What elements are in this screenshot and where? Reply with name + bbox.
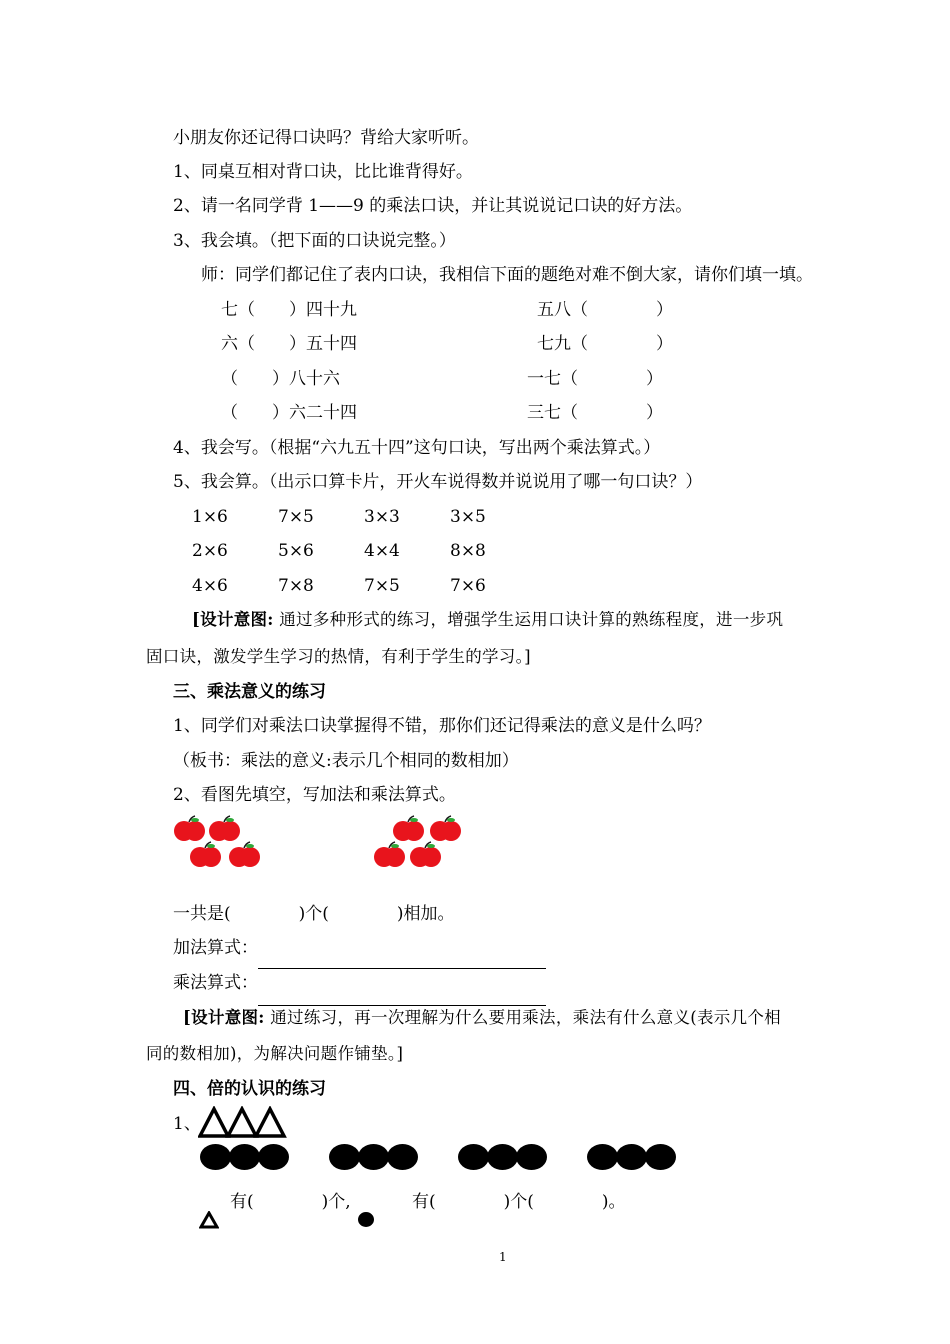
design-intent-1-line1 [192,609,783,631]
apple-icon [228,841,262,869]
dot-icon [229,1144,260,1170]
fill-r3-right: 一七（ ） [527,369,663,389]
fill-r2-right: 七九（ ） [537,334,673,354]
multiplication-label: 乘法算式： [173,973,258,993]
apple-icon [429,815,463,843]
addition-label: 加法算式： [173,938,258,958]
dot-icon [645,1144,676,1170]
answer-line-multiplication [258,1005,546,1006]
item-5: 5、我会算。（出示口算卡片，开火车说得数并说说用了哪一句口诀？） [173,472,703,492]
fill-r1-left: 七（ ）四十九 [221,300,357,320]
apple-icon [208,815,242,843]
small-dot-icon [358,1212,374,1227]
design-intent-2-line1 [183,1007,781,1029]
teacher-line: 师：同学们都记住了表内口诀，我相信下面的题绝对难不倒大家，请你们填一填。 [201,265,813,285]
calc-cell: 7×5 [364,576,400,596]
dot-icon [587,1144,618,1170]
item-4: 4、我会写。（根据“六九五十四”这句口诀，写出两个乘法算式。） [173,438,661,458]
calc-cell: 8×8 [450,541,486,561]
answer-line-addition [258,968,546,969]
fill-r2-left: 六（ ）五十四 [221,334,357,354]
calc-cell: 7×6 [450,576,486,596]
have-count-1: 有( )个, [230,1192,351,1212]
dot-icon [516,1144,547,1170]
calc-cell: 3×3 [364,507,400,527]
design-intent-label: [设计意图: [192,610,274,629]
intro-line: 小朋友你还记得口诀吗？背给大家听听。 [173,128,479,148]
calc-cell: 2×6 [192,541,228,561]
small-triangle-icon [199,1211,219,1229]
dot-icon [200,1144,231,1170]
dot-icon [487,1144,518,1170]
apple-icon [173,815,207,843]
section-3-q2: 2、看图先填空，写加法和乘法算式。 [173,785,456,805]
calc-cell: 7×8 [278,576,314,596]
calc-cell: 4×4 [364,541,400,561]
dot-icon [458,1144,489,1170]
dot-icon [387,1144,418,1170]
calc-cell: 1×6 [192,507,228,527]
dot-icon [616,1144,647,1170]
calc-cell: 5×6 [278,541,314,561]
item-1: 1、同桌互相对背口诀，比比谁背得好。 [173,162,473,182]
dot-icon [358,1144,389,1170]
item-3: 3、我会填。（把下面的口诀说完整。） [173,231,456,251]
apple-icon [373,841,407,869]
calc-cell: 7×5 [278,507,314,527]
design-intent-text: 通过练习，再一次理解为什么要用乘法，乘法有什么意义(表示几个相 [264,1008,781,1027]
calc-cell: 3×5 [450,507,486,527]
fill-r3-left: （ ）八十六 [221,369,340,389]
section-3-title: 三、乘法意义的练习 [173,682,326,702]
fill-r4-left: （ ）六二十四 [221,403,357,423]
dot-icon [258,1144,289,1170]
fill-r1-right: 五八（ ） [537,300,673,320]
section-3-board: （板书：乘法的意义:表示几个相同的数相加） [173,751,519,771]
design-intent-1-line2: 固口诀，激发学生学习的热情，有利于学生的学习。] [146,647,531,666]
page-number: 1 [499,1250,507,1264]
design-intent-label: [设计意图: [183,1008,265,1027]
section-3-q1: 1、同学们对乘法口诀掌握得不错，那你们还记得乘法的意义是什么吗？ [173,716,711,736]
apple-icon [409,841,443,869]
have-count-2: 有( )个( )。 [412,1192,626,1212]
design-intent-2-line2: 同的数相加)，为解决问题作铺垫。] [146,1044,404,1063]
triangle-row-icon [198,1106,290,1138]
calc-cell: 4×6 [192,576,228,596]
section-4-q1: 1、 [173,1114,201,1134]
section-4-title: 四、倍的认识的练习 [173,1079,326,1099]
design-intent-text: 通过多种形式的练习，增强学生运用口诀计算的熟练程度，进一步巩 [273,610,784,629]
dot-icon [329,1144,360,1170]
apple-icon [392,815,426,843]
apple-icon [189,841,223,869]
blank-total: 一共是( )个( )相加。 [173,904,455,924]
item-2: 2、请一名同学背 1——9 的乘法口诀，并让其说说记口诀的好方法。 [173,196,693,216]
fill-r4-right: 三七（ ） [527,403,663,423]
